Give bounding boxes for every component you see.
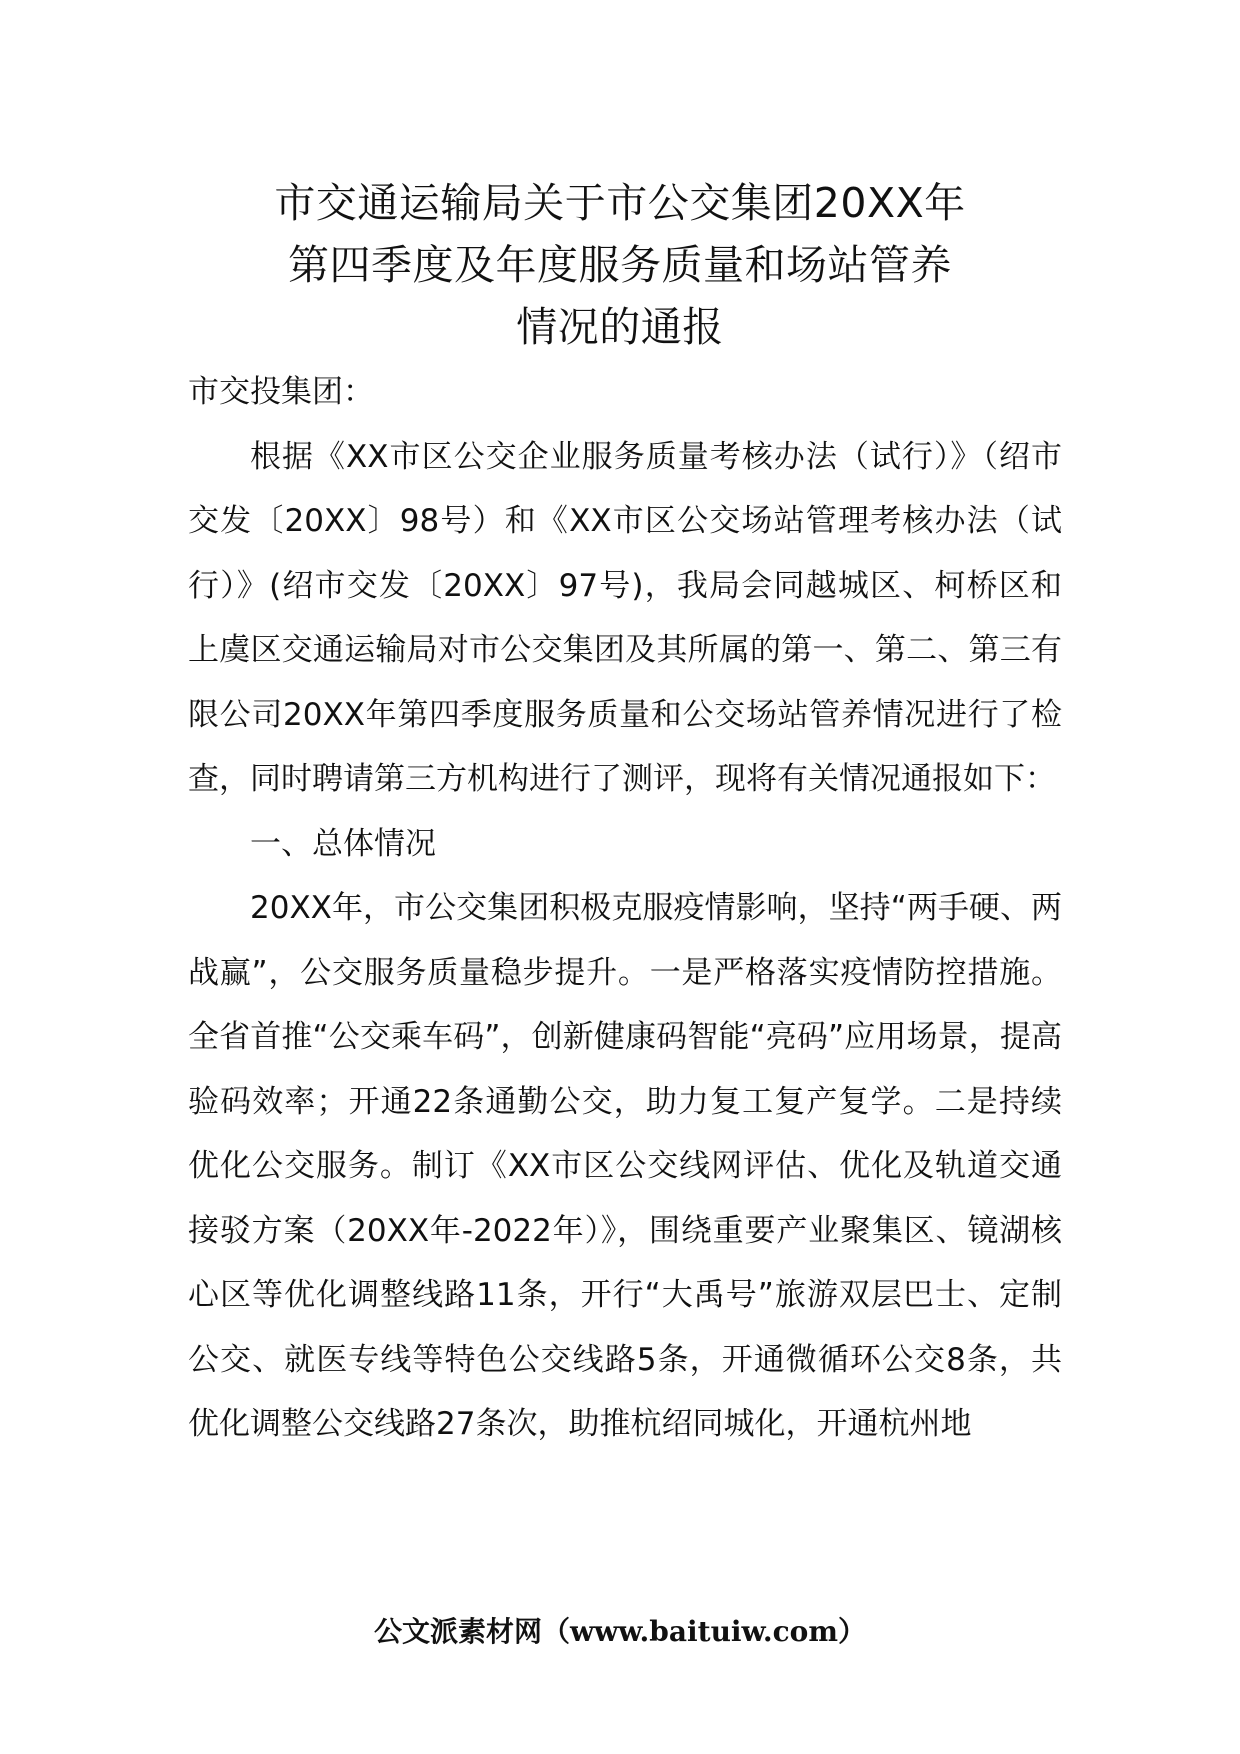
- document-title: [200, 172, 1040, 358]
- title-line-1: 市交通运输局关于市公交集团20XX年: [274, 179, 966, 227]
- section-heading: 一、总体情况: [250, 825, 436, 862]
- paragraph-intro: 根据《XX市区公交企业服务质量考核办法（试行）》（绍市交发〔20XX〕98号）和《XX市区公交场站管理考核办法（试行）》(绍市交发〔20XX〕97号)，我局会同越城区、柯桥区和上虞区交通运输局对市公交集团及其所属的第一、第二、第三有限公司20XX年第四季度服务质量和公交场站管养情况进行了检查，同时聘请第三方机构进行了测评，现将有关情况通报如下：: [188, 438, 1062, 797]
- title-line-2: 第四季度及年度服务质量和场站管养: [288, 241, 952, 289]
- document-body: [188, 360, 1062, 1457]
- paragraph-overview: 20XX年，市公交集团积极克服疫情影响，坚持“两手硬、两战赢”，公交服务质量稳步提升。一是严格落实疫情防控措施。全省首推“公交乘车码”，创新健康码智能“亮码”应用场景，提高验码效率；开通22条通勤公交，助力复工复产复学。二是持续优化公交服务。制订《XX市区公交线网评估、优化及轨道交通接驳方案（20XX年-2022年）》，围绕重要产业聚集区、镜湖核心区等优化调整线路11条，开行“大禹号”旅游双层巴士、定制公交、就医专线等特色公交线路5条，开通微循环公交8条，共优化调整公交线路27条次，助推杭绍同城化，开通杭州地: [188, 890, 1062, 1442]
- addressee: 市交投集团：: [188, 374, 374, 410]
- watermark-footer: 公文派素材网（www.baituiw.com）: [374, 1615, 866, 1648]
- title-line-3: 情况的通报: [516, 303, 724, 351]
